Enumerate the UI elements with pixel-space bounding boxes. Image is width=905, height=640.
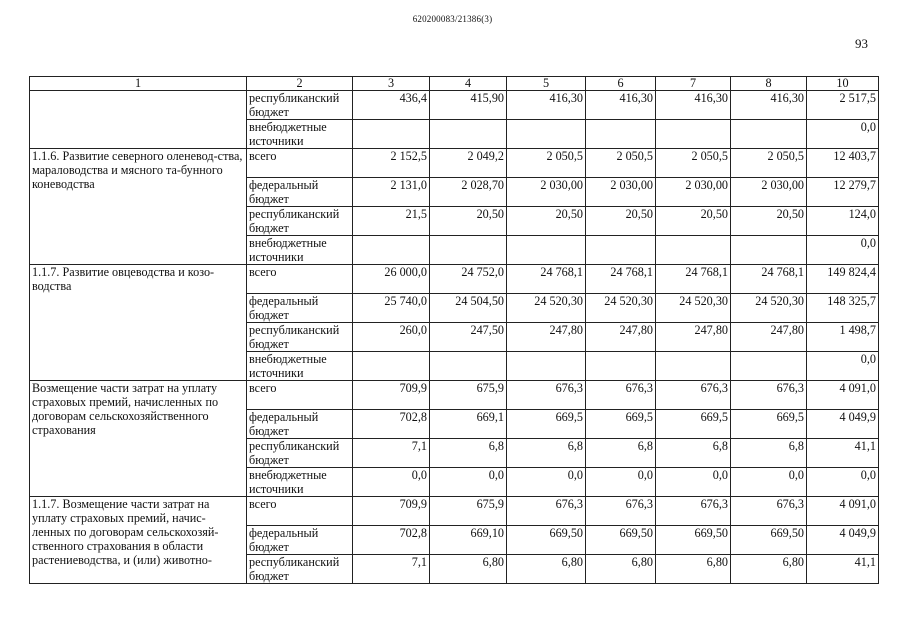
amount-cell: 21,5 <box>353 207 430 236</box>
amount-cell: 669,50 <box>656 526 731 555</box>
amount-cell: 669,50 <box>731 526 807 555</box>
amount-cell: 2 050,5 <box>656 149 731 178</box>
amount-cell: 1 498,7 <box>807 323 879 352</box>
amount-cell <box>353 352 430 381</box>
amount-cell: 2 152,5 <box>353 149 430 178</box>
amount-cell: 416,30 <box>507 91 586 120</box>
amount-cell: 41,1 <box>807 439 879 468</box>
amount-cell: 4 091,0 <box>807 497 879 526</box>
amount-cell: 2 517,5 <box>807 91 879 120</box>
amount-cell: 0,0 <box>731 468 807 497</box>
funding-source: федеральный бюджет <box>247 526 353 555</box>
amount-cell: 148 325,7 <box>807 294 879 323</box>
amount-cell: 669,5 <box>656 410 731 439</box>
amount-cell: 20,50 <box>430 207 507 236</box>
amount-cell: 24 768,1 <box>507 265 586 294</box>
amount-cell: 24 752,0 <box>430 265 507 294</box>
amount-cell: 6,8 <box>507 439 586 468</box>
measure-name: 1.1.7. Возмещение части затрат на уплату страховых премий, начис-ленных по договорам сельскохозяй-ственного страхования в области растениеводства, и (или) животно- <box>30 497 247 584</box>
amount-cell: 6,80 <box>507 555 586 584</box>
table-row <box>30 265 879 294</box>
funding-source: внебюджетные источники <box>247 236 353 265</box>
amount-cell: 24 504,50 <box>430 294 507 323</box>
measure-name: 1.1.7. Развитие овцеводства и козо-водства <box>30 265 247 381</box>
amount-cell: 260,0 <box>353 323 430 352</box>
amount-cell: 6,80 <box>656 555 731 584</box>
amount-cell <box>731 236 807 265</box>
amount-cell: 2 050,5 <box>731 149 807 178</box>
amount-cell: 669,5 <box>507 410 586 439</box>
table-row <box>30 497 879 526</box>
column-header: 10 <box>807 77 879 91</box>
amount-cell: 26 000,0 <box>353 265 430 294</box>
amount-cell: 20,50 <box>731 207 807 236</box>
amount-cell: 416,30 <box>656 91 731 120</box>
amount-cell <box>656 352 731 381</box>
amount-cell: 2 050,5 <box>586 149 656 178</box>
amount-cell <box>586 352 656 381</box>
budget-table <box>29 76 879 584</box>
amount-cell: 24 768,1 <box>586 265 656 294</box>
column-header: 2 <box>247 77 353 91</box>
amount-cell: 669,10 <box>430 526 507 555</box>
amount-cell <box>430 352 507 381</box>
funding-source: республиканский бюджет <box>247 439 353 468</box>
amount-cell: 0,0 <box>353 468 430 497</box>
amount-cell <box>353 120 430 149</box>
page-number: 93 <box>855 36 868 51</box>
amount-cell: 676,3 <box>586 381 656 410</box>
funding-source: всего <box>247 149 353 178</box>
amount-cell: 709,9 <box>353 381 430 410</box>
amount-cell: 6,80 <box>430 555 507 584</box>
funding-source: всего <box>247 265 353 294</box>
amount-cell <box>507 120 586 149</box>
amount-cell: 669,50 <box>507 526 586 555</box>
funding-source: всего <box>247 497 353 526</box>
funding-source: республиканский бюджет <box>247 91 353 120</box>
measure-name: Возмещение части затрат на уплату страховых премий, начисленных по договорам сельскохозяйственного страхования <box>30 381 247 497</box>
table-row <box>30 381 879 410</box>
funding-source: республиканский бюджет <box>247 323 353 352</box>
amount-cell: 676,3 <box>656 497 731 526</box>
amount-cell: 0,0 <box>807 352 879 381</box>
table-row <box>30 91 879 120</box>
document-code: 620200083/21386(3) <box>412 14 493 24</box>
amount-cell: 2 050,5 <box>507 149 586 178</box>
amount-cell: 20,50 <box>656 207 731 236</box>
amount-cell: 4 049,9 <box>807 526 879 555</box>
amount-cell: 12 279,7 <box>807 178 879 207</box>
amount-cell: 2 028,70 <box>430 178 507 207</box>
amount-cell <box>507 236 586 265</box>
amount-cell: 24 520,30 <box>731 294 807 323</box>
amount-cell: 669,1 <box>430 410 507 439</box>
amount-cell <box>731 120 807 149</box>
amount-cell: 247,80 <box>656 323 731 352</box>
amount-cell: 676,3 <box>731 381 807 410</box>
table-row <box>30 149 879 178</box>
amount-cell: 4 049,9 <box>807 410 879 439</box>
column-header: 7 <box>656 77 731 91</box>
amount-cell <box>586 120 656 149</box>
amount-cell: 676,3 <box>586 497 656 526</box>
measure-name <box>30 91 247 149</box>
amount-cell: 24 768,1 <box>656 265 731 294</box>
funding-source: республиканский бюджет <box>247 207 353 236</box>
amount-cell: 676,3 <box>507 497 586 526</box>
amount-cell: 416,30 <box>586 91 656 120</box>
amount-cell: 247,80 <box>731 323 807 352</box>
amount-cell: 7,1 <box>353 439 430 468</box>
funding-source: внебюджетные источники <box>247 468 353 497</box>
amount-cell: 702,8 <box>353 526 430 555</box>
amount-cell: 0,0 <box>807 468 879 497</box>
amount-cell: 6,8 <box>656 439 731 468</box>
amount-cell <box>586 236 656 265</box>
amount-cell: 6,80 <box>586 555 656 584</box>
amount-cell: 24 520,30 <box>656 294 731 323</box>
column-header: 4 <box>430 77 507 91</box>
amount-cell: 149 824,4 <box>807 265 879 294</box>
amount-cell: 2 030,00 <box>656 178 731 207</box>
amount-cell: 6,8 <box>586 439 656 468</box>
amount-cell: 436,4 <box>353 91 430 120</box>
amount-cell <box>430 236 507 265</box>
amount-cell: 0,0 <box>507 468 586 497</box>
funding-source: внебюджетные источники <box>247 352 353 381</box>
amount-cell: 4 091,0 <box>807 381 879 410</box>
amount-cell: 0,0 <box>807 236 879 265</box>
amount-cell: 24 520,30 <box>507 294 586 323</box>
amount-cell: 24 768,1 <box>731 265 807 294</box>
column-header: 3 <box>353 77 430 91</box>
column-header: 6 <box>586 77 656 91</box>
amount-cell <box>656 236 731 265</box>
amount-cell: 669,50 <box>586 526 656 555</box>
amount-cell: 675,9 <box>430 381 507 410</box>
funding-source: федеральный бюджет <box>247 178 353 207</box>
amount-cell: 6,80 <box>731 555 807 584</box>
amount-cell: 247,80 <box>507 323 586 352</box>
funding-source: всего <box>247 381 353 410</box>
amount-cell <box>731 352 807 381</box>
amount-cell: 2 030,00 <box>507 178 586 207</box>
amount-cell: 7,1 <box>353 555 430 584</box>
amount-cell: 702,8 <box>353 410 430 439</box>
amount-cell: 247,50 <box>430 323 507 352</box>
amount-cell: 25 740,0 <box>353 294 430 323</box>
amount-cell: 0,0 <box>656 468 731 497</box>
amount-cell <box>656 120 731 149</box>
amount-cell: 0,0 <box>807 120 879 149</box>
amount-cell: 676,3 <box>656 381 731 410</box>
amount-cell: 2 030,00 <box>586 178 656 207</box>
amount-cell: 20,50 <box>586 207 656 236</box>
amount-cell: 41,1 <box>807 555 879 584</box>
amount-cell: 669,5 <box>586 410 656 439</box>
funding-source: федеральный бюджет <box>247 294 353 323</box>
amount-cell: 12 403,7 <box>807 149 879 178</box>
amount-cell: 2 049,2 <box>430 149 507 178</box>
column-header: 8 <box>731 77 807 91</box>
amount-cell: 709,9 <box>353 497 430 526</box>
column-header: 1 <box>30 77 247 91</box>
amount-cell: 0,0 <box>430 468 507 497</box>
amount-cell: 415,90 <box>430 91 507 120</box>
amount-cell <box>507 352 586 381</box>
funding-source: республиканский бюджет <box>247 555 353 584</box>
amount-cell <box>353 236 430 265</box>
amount-cell: 247,80 <box>586 323 656 352</box>
amount-cell: 676,3 <box>731 497 807 526</box>
measure-name: 1.1.6. Развитие северного оленевод-ства, мараловодства и мясного та-бунного коневодства <box>30 149 247 265</box>
amount-cell: 2 030,00 <box>731 178 807 207</box>
table-header-row <box>30 77 879 91</box>
funding-source: внебюджетные источники <box>247 120 353 149</box>
funding-source: федеральный бюджет <box>247 410 353 439</box>
amount-cell: 124,0 <box>807 207 879 236</box>
amount-cell: 416,30 <box>731 91 807 120</box>
amount-cell: 669,5 <box>731 410 807 439</box>
amount-cell: 0,0 <box>586 468 656 497</box>
amount-cell: 6,8 <box>731 439 807 468</box>
amount-cell: 20,50 <box>507 207 586 236</box>
column-header: 5 <box>507 77 586 91</box>
amount-cell: 24 520,30 <box>586 294 656 323</box>
amount-cell: 2 131,0 <box>353 178 430 207</box>
amount-cell: 676,3 <box>507 381 586 410</box>
amount-cell <box>430 120 507 149</box>
amount-cell: 6,8 <box>430 439 507 468</box>
amount-cell: 675,9 <box>430 497 507 526</box>
